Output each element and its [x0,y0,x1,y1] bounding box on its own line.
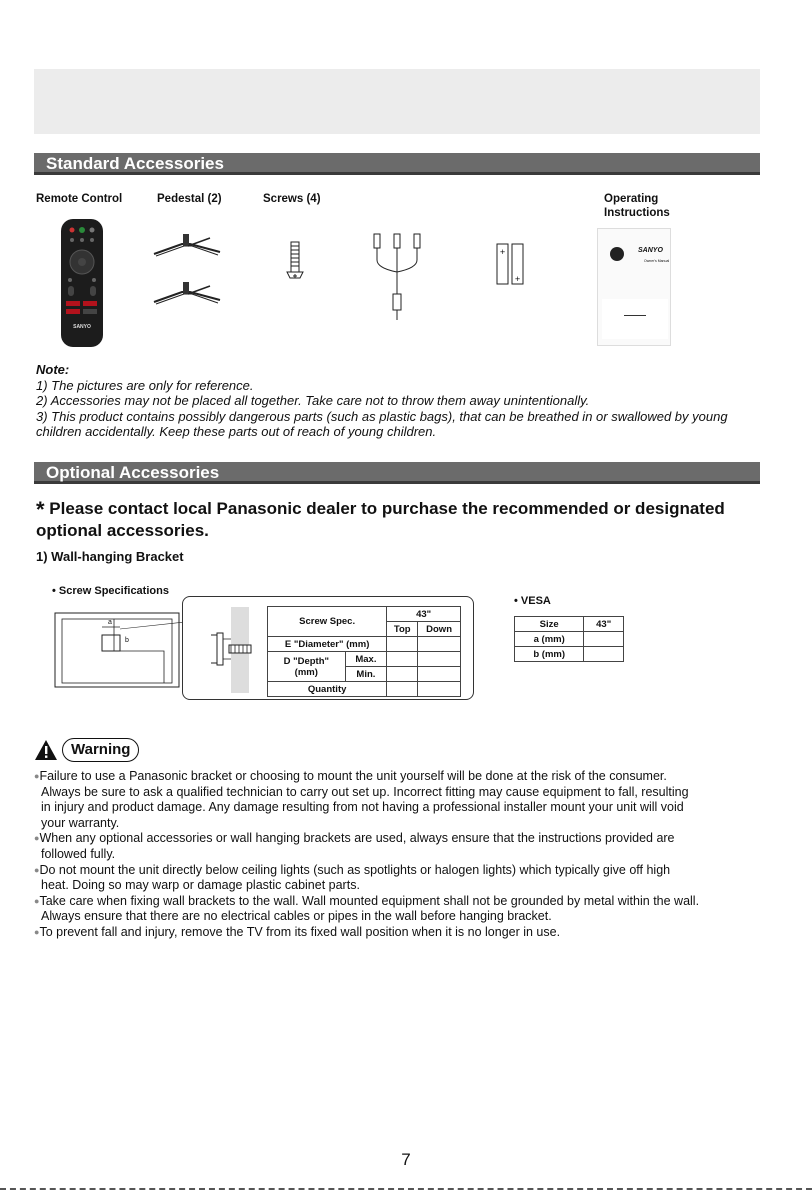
page-number: 7 [401,1150,411,1169]
dealer-headline [36,498,776,541]
screw-spec-table [267,606,461,697]
vesa-label: • VESA [514,595,551,607]
headline-line2: optional accessories. [36,521,209,540]
manual-label-line2: Instructions [604,207,670,219]
pedestal-image-1 [150,230,224,265]
min-top-cell [387,667,418,682]
dim-b-label: b [125,637,129,644]
top-banner [34,69,760,134]
manual-label-line1: Operating [604,193,659,205]
top-header: Top [387,622,418,637]
warning-item-3 [34,863,774,894]
remote-control-image [60,218,104,348]
vesa-a-value [584,632,624,647]
warning-4-line-1: Take care when fixing wall brackets to the wall. Wall mounted equipment shall not be grounded by metal within the wall. [39,893,700,908]
warning-list [34,769,774,941]
warning-2-line-1: When any optional accessories or wall hanging brackets are used, always ensure that the instructions provided are [39,831,675,846]
manual-label [604,192,670,220]
vesa-table [514,616,624,662]
pedestal-image-2 [150,278,224,313]
note-line-1: 1) The pictures are only for reference. [36,377,254,393]
warning-2-line-2: followed fully. [41,846,116,861]
note-line-2: 2) Accessories may not be placed all together. Take care not to throw them away unintentionally. [36,393,590,408]
headline-asterisk: * [36,497,45,522]
warning-5-line-1: To prevent fall and injury, remove the TV from its fixed wall position when it is no longer in use. [39,924,561,939]
warning-item-2 [34,831,774,862]
wall-mount-illustration [193,605,269,695]
screw-spec-label: • Screw Specifications [52,585,169,597]
screw-image [284,240,306,291]
diameter-down-cell [418,637,461,652]
min-row-label: Min. [345,667,387,682]
vesa-b-label: b (mm) [515,647,584,662]
manual-line [624,315,646,316]
av-cable-image [360,232,436,327]
max-down-cell [418,652,461,667]
screws-label: Screws (4) [263,193,321,205]
screw-size-header: 43" [387,607,461,622]
min-down-cell [418,667,461,682]
bullet-icon: ● [34,833,40,844]
dim-a-label: a [108,619,112,626]
warning-3-line-2: heat. Doing so may warp or damage plastic cabinet parts. [41,878,360,893]
screw-detail-callout [182,596,474,700]
warning-item-1 [34,769,774,831]
optional-accessories-heading: Optional Accessories [34,462,760,484]
warning-1-line-1: Failure to use a Panasonic bracket or choosing to mount the unit yourself will be done at the risk of the consumer. [39,769,667,783]
warning-1-line-4: your warranty. [41,815,120,830]
note-block [36,362,728,440]
standard-accessories-heading: Standard Accessories [34,153,760,175]
svg-text:SANYO: SANYO [73,324,91,330]
bullet-icon: ● [34,771,40,781]
bullet-icon: ● [34,895,40,906]
wall-bracket-title: 1) Wall-hanging Bracket [36,549,184,564]
depth-label-line1: D "Depth" [283,655,329,667]
warning-4-line-2: Always ensure that there are no electrical cables or pipes in the wall before hanging bracket. [41,909,552,924]
bullet-icon: ● [34,864,40,875]
depth-row-label [268,652,346,682]
batteries-image [495,240,525,293]
vesa-b-value [584,647,624,662]
warning-1-line-2: Always be sure to ask a qualified technician to carry out set up. Incorrect fitting may cause equipment to fall, resulting [41,784,689,799]
quantity-down-cell [418,682,461,697]
screw-spec-header: Screw Spec. [268,607,387,637]
warning-item-5 [34,925,774,941]
note-title: Note: [36,362,70,377]
headline-line1: Please contact local Panasonic dealer to purchase the recommended or designated [49,499,725,518]
manual-cover-panel [602,299,668,339]
quantity-top-cell [387,682,418,697]
down-header: Down [418,622,461,637]
manual-emblem-icon [610,247,624,261]
pedestal-label: Pedestal (2) [157,193,222,205]
svg-text:+: + [499,248,506,256]
warning-title: Warning [62,738,139,762]
bullet-icon: ● [34,926,40,937]
warning-icon [34,739,58,766]
depth-label-line2: (mm) [294,666,318,678]
note-line-4: children accidentally. Keep these parts out of reach of young children. [36,424,437,439]
manual-subtitle: Owner's Manual [644,259,670,263]
warning-item-4 [34,894,774,925]
vesa-size-header: Size [515,617,584,632]
svg-text:+: + [514,275,521,283]
warning-3-line-1: Do not mount the unit directly below ceiling lights (such as spotlights or halogen lights) which typically give off high [39,862,671,877]
remote-control-label: Remote Control [36,193,123,205]
diameter-row-label: E "Diameter" (mm) [268,637,387,652]
manual-brand: SANYO [638,247,663,254]
tv-back-diagram [54,605,182,689]
operating-instructions-image [597,228,671,346]
note-line-3: 3) This product contains possibly dangerous parts (such as plastic bags), that can be breathed in or swallowed by young [36,408,728,424]
diameter-top-cell [387,637,418,652]
max-top-cell [387,652,418,667]
warning-1-line-3: in injury and product damage. Any damage resulting from not having a professional installer mount your unit will void [41,800,684,815]
vesa-a-label: a (mm) [515,632,584,647]
vesa-43-header: 43" [584,617,624,632]
page-bottom-border [0,1188,812,1190]
max-row-label: Max. [345,652,387,667]
quantity-row-label: Quantity [268,682,387,697]
